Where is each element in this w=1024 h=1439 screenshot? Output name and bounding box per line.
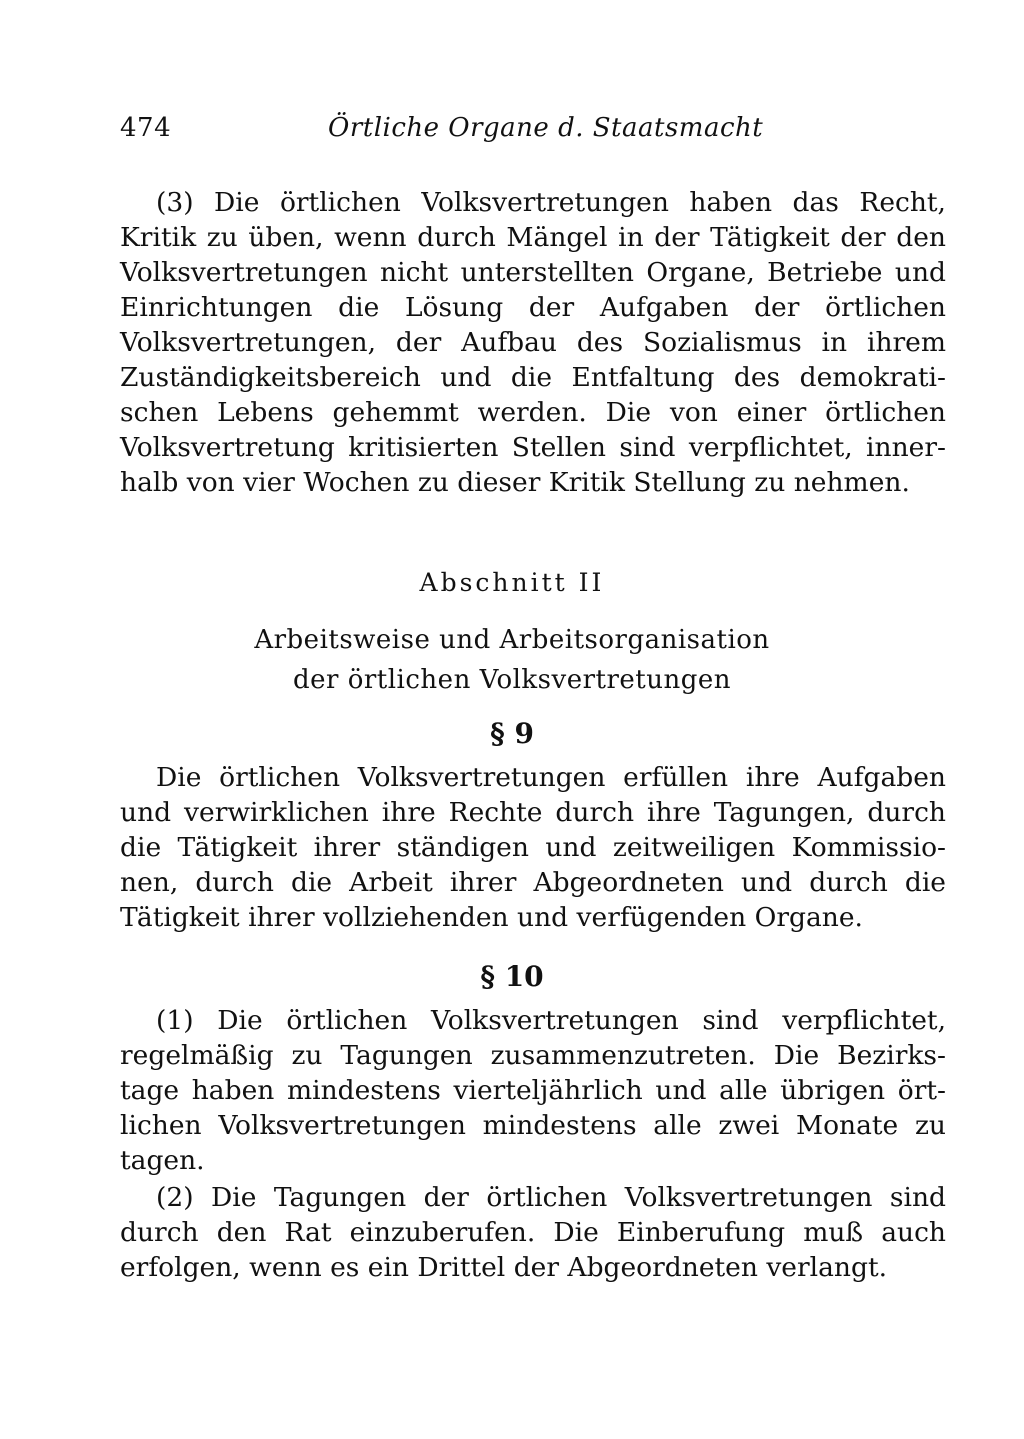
running-title: Örtliche Organe d. Staatsmacht	[328, 113, 764, 143]
section-10-paragraph-2: (2) Die Tagungen der örtlichen Volksvertretungen sind durch den Rat einzuberufen. Die Einberufung muß auch erfolgen, wenn es ein Drittel der Abgeordneten verlangt.	[120, 1182, 946, 1283]
section-label: Abschnitt II	[419, 568, 605, 597]
section-9-text: Die örtlichen Volksvertretungen erfüllen ihre Aufgaben und verwirklichen ihre Rechte durch ihre Tagungen, durch die Tätigkeit ihrer ständigen und zeitweiligen Kommissionen, durch die Arbeit ihrer Abgeordneten und durch die Tätigkeit ihrer vollziehenden und verfügenden Organe.	[120, 762, 946, 933]
page-header	[120, 113, 950, 153]
section-10-paragraph-1: (1) Die örtlichen Volksvertretungen sind verpflichtet, regelmäßig zu Tagungen zusammenzutreten. Die Bezirkstage haben mindestens vierteljährlich und alle übrigen örtlichen Volksvertretungen mindestens alle zwei Monate zu tagen.	[120, 1005, 946, 1176]
page-number: 474	[120, 113, 172, 143]
section-10-heading: § 10	[480, 960, 544, 993]
section-title-line-2: der örtlichen Volksvertretungen	[292, 665, 732, 695]
section-title	[0, 620, 1024, 700]
section-title-line-1: Arbeitsweise und Arbeitsorganisation	[254, 625, 770, 655]
section-9-heading: § 9	[490, 717, 534, 750]
paragraph-3: (3) Die örtlichen Volksvertretungen haben das Recht, Kritik zu üben, wenn durch Mängel in der Tätigkeit der den Volksvertretungen nicht unterstellten Organe, Betriebe und Einrichtungen die Lösung der Aufgaben der örtlichen Volksvertretungen, der Aufbau des Sozialismus in ihrem Zuständigkeitsbereich und die Entfaltung des demokratischen Lebens gehemmt werden. Die von einer örtlichen Volksvertretung kritisierten Stellen sind verpflichtet, innerhalb von vier Wochen zu dieser Kritik Stellung zu nehmen.	[120, 187, 946, 498]
